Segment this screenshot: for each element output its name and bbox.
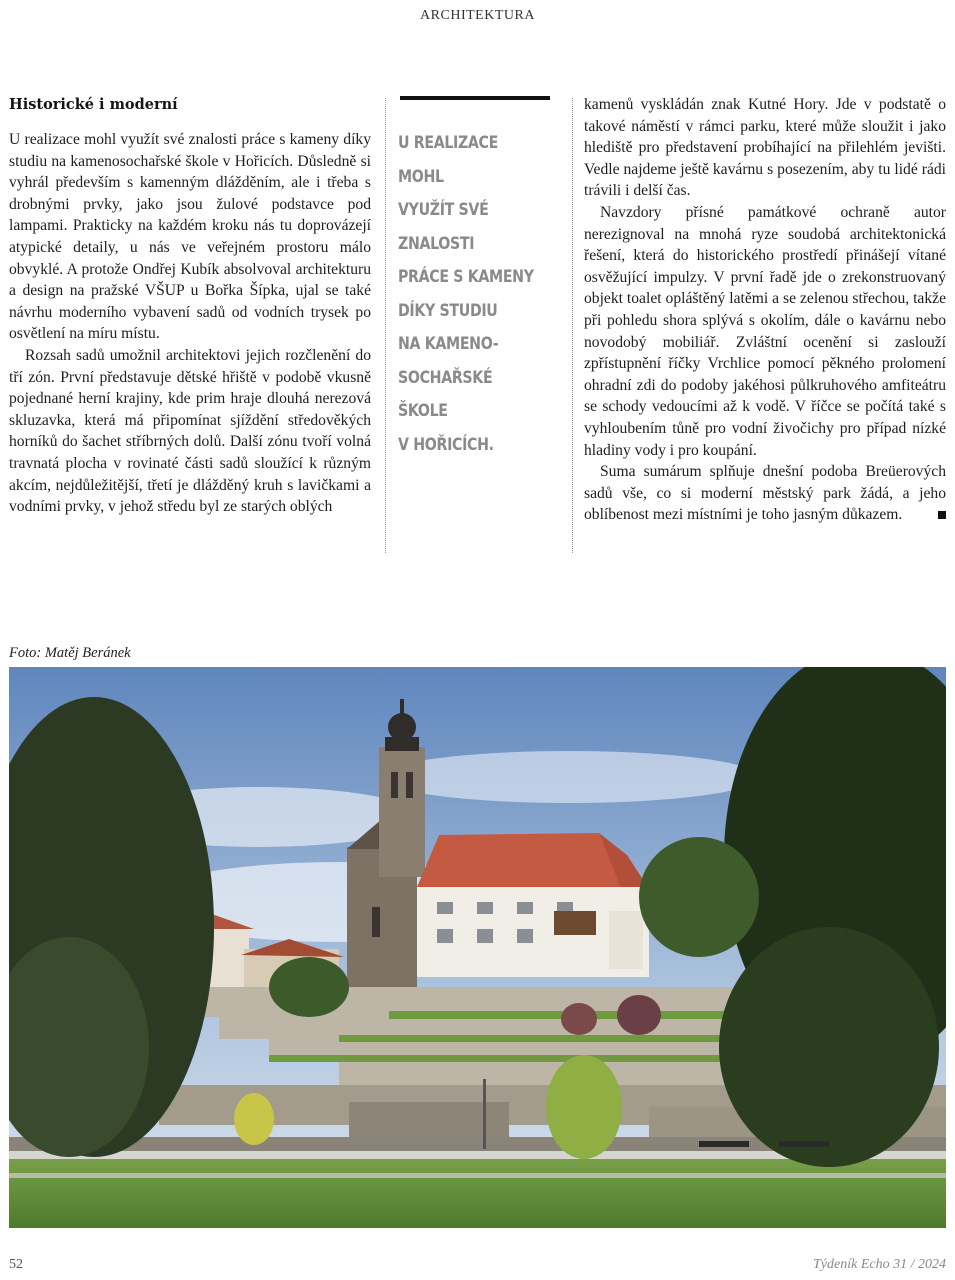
column-divider: [572, 98, 573, 553]
article-subhead: Historické i moderní: [9, 96, 178, 113]
article-photo: [9, 667, 946, 1228]
paragraph-text: Suma sumárum splňuje dnešní podoba Breüerových sadů vše, co si moderní městský park žádá, a jeho oblíbenost mezi místními je toho jasným důkazem.: [584, 463, 946, 524]
paragraph: Navzdory přísné památkové ochraně autor nerezignoval na mnohá ryze soudobá architektonická řešení, která do historického prostředí přinášejí vítané osvěžující impulzy. V první řadě jde o zrekonstruovaný objekt toalet opláštěný latěmi a se zelenou střechou, takže při pohledu shora splývá s okolím, dále o kavárnu nebo novodobý mobiliář. Zvláštní ocenění si zaslouží zpřístupnění říčky Vrchlice pomocí pěkného prolomení ohradní zdi do podoby jakéhosi půlkruhového amfiteátru se schody vedoucími až k vodě. V říčce se počítá také s vyhloubením tůně pro vodní živočichy pro případ nízké hladiny vody i pro koupání.: [584, 203, 946, 459]
paragraph: [584, 461, 946, 526]
paragraph: U realizace mohl využít své znalosti práce s kameny díky studiu na kamenosochařské škole v Hořicích. Důsledně si vyhrál především s kamenným dlážděním, ale i třeba s drobnými prvky, jako jsou žulové podstavce pod lampami. Prakticky na každém kroku nás tu doprovázejí atypické detaily, u nás ve veřejném prostoru málo obvyklé. A protože Ondřej Kubík absolvoval architekturu a design na pražské VŠUP u Bořka Šípka, ujal se také návrhu moderního vybavení sadů od vodních trysek po osvětlení na míru místu.: [9, 131, 371, 343]
column-divider: [385, 98, 386, 553]
pull-quote: U REALIZACE MOHL VYUŽÍT SVÉ ZNALOSTI PRÁCE S KAMENY DÍKY STUDIU NA KAMENO- SOCHAŘSKÉ ŠKOLE V HOŘICÍCH.: [398, 133, 534, 454]
paragraph: kamenů vyskládán znak Kutné Hory. Jde v podstatě o takové náměstí v rámci parku, které může sloužit i jako hlediště pro představení probíhající na přilehlém jevišti. Vedle najdeme ještě kavárnu s posezením, aby tu lidé rádi trávili i delší čas.: [584, 96, 946, 200]
section-label: ARCHITEKTURA: [420, 8, 535, 23]
article-column-right: [584, 94, 946, 526]
paragraph: Rozsah sadů umožnil architektovi jejich rozčlenění do tří zón. První představuje dětské hřiště v podobě vkusně pojednané herní krajiny, kde prim hraje dlouhá nerezová skluzavka, která má připomínat sjíždění středověkých horníků do šachet stříbrných dolů. Další zónu tvoří volná travnatá plocha v rovinaté části sadů sloužící k různým akcím, nejdůležitější, třetí je dlážděný kruh s lavičkami a vodními prvky, v jehož středu byl ze starých oblých: [9, 346, 371, 516]
article-column-left: [9, 94, 371, 518]
photo-credit: Foto: Matěj Beránek: [9, 645, 131, 661]
page-number: 52: [9, 1257, 23, 1272]
magazine-issue: Týdeník Echo 31 / 2024: [813, 1257, 946, 1272]
end-of-article-mark: [938, 511, 946, 519]
pull-quote-rule: [400, 96, 550, 100]
